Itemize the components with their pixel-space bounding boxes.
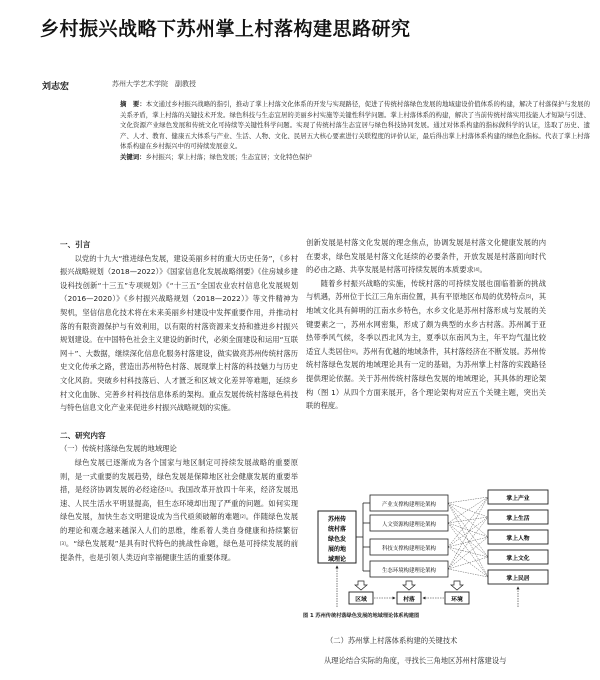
right-box-label: 掌上人物	[506, 536, 530, 542]
paragraph-text: 绿色发展已逐渐成为各个国家与地区制定可持续发展战略的重要原则，是一式重要的发展趋势，绿色发展是保障地区社会健康发展的重要举措，是经济协调发展的必经途径	[60, 457, 298, 495]
right-box-label: 掌上文化	[506, 556, 530, 562]
section-1-heading: 一、引言	[60, 240, 91, 249]
right-box-label: 掌上生活	[506, 516, 530, 522]
middle-box-label: 产业支撑构建理论架构	[382, 502, 436, 508]
bottom-box-label: 区域	[355, 597, 367, 603]
author-affiliation: 苏州大学艺术学院 副教授	[112, 80, 196, 88]
left-box-line: 绿色发	[327, 536, 347, 543]
author-name: 刘志宏	[42, 82, 70, 92]
right-box-label: 掌上民居	[506, 576, 530, 582]
left-box-line: 苏州传	[327, 516, 347, 523]
citation: [1]	[164, 487, 171, 493]
section-2-2-paragraph: 从理论结合实际的角度，寻找长三角地区苏州村落建设与	[324, 656, 507, 665]
paragraph-text: 创新发展是村落文化发展的理念焦点，协调发展是村落文化健康发展的内在要求，绿色发展是村落文化延续的必要条件，开放发展是村落面向时代的必由之路、共享发展是村落可持续发展的本质要求	[306, 238, 546, 275]
paragraph-text: 随着乡村振兴战略的实施，传统村落的可持续发展也面临着新的挑战与机遇，苏州位于长江三角东南位置，具有平原地区布局的优势特点	[306, 278, 546, 302]
figure-caption: 图 1 苏州传统村落绿色发展的地域理论体系构建图	[303, 613, 420, 619]
section-2-2-heading: （二）苏州掌上村落体系构建的关键技术	[326, 636, 458, 645]
paragraph-text: 。“绿色发展观”是具有时代特色的挑战性命题，绿色是可持续发展的前提条件，也是引领人类迈向幸福健康生活的重要体现。	[60, 539, 298, 563]
section-2-heading: 二、研究内容	[60, 430, 106, 440]
right-paragraph-1	[306, 236, 546, 277]
paragraph-text: ，其地域文化具有鲜明的江南水乡特色，水乡文化是苏州村落形成与发展的关键要素之一，苏州水网密集，形成了颇为典型的水乡古村落。苏州属于亚热带季风气候，冬季以西北风为主，夏季以东南风为主，年平均气温比较适宜人类居住	[306, 292, 547, 356]
paragraph-text: 。我国改革开放四十年来，经济发展迅速、人民生活水平明显提高，但生态环境却出现了严重的问题。如何实现绿色发展，加快生态文明建设成为当代亟须破解的难题	[60, 485, 298, 522]
down-arrow-icon	[355, 581, 463, 590]
paragraph-text: 。	[479, 265, 487, 275]
paper-title: 乡村振兴战略下苏州掌上村落构建思路研究	[40, 18, 411, 40]
middle-box-label: 人文资源构建理论架构	[382, 522, 436, 528]
abstract-block	[120, 99, 590, 162]
paragraph-text: 。伴随绿色发展的理论和观念越来越深入人们的思维，维系着人类自身健康和持续繁衍	[60, 512, 299, 535]
paragraph-text: 。苏州有优越的地域条件，其村落经济在不断发展。苏州传统村落绿色发展的地域理论具有一定的基础，为苏州掌上村落的实践路径提供理论依据。关于苏州传统村落绿色发展的地域理论，其具体的理论架构（图 1）从四个方面来展开，各个理论架构对应五个关键主题，突出关联的程度。	[306, 346, 546, 411]
middle-box-label: 科技支撑构建理论架构	[382, 546, 436, 552]
left-box-line: 域理论	[327, 556, 347, 563]
citation: [5]	[525, 294, 532, 300]
keywords-text: 乡村振兴；掌上村落；绿色发展；生态宜居；文化特色保护	[145, 152, 312, 161]
abstract-label: 摘 要：	[120, 100, 146, 108]
left-box-line: 展的地	[327, 546, 347, 553]
right-box-label: 掌上产业	[506, 496, 530, 502]
abstract-text: 本文通过乡村振兴战略的指引，推动了掌上村落文化体系的开发与实现路径，促进了传统村落绿色发展的地域建设价值体系的构建，解决了村落保护与发展的关系矛盾，掌上村落的关键技术开发。绿色科技与生态宜居的美丽乡村实施等关键性科学问题。掌上村落体系的构建，解决了当前传统村落实用技能人才短缺与引进、文化资源产业绿色发展和传统文化可持续等关键性科学问题。实现了传统村落生态宜居与绿色科技协同发展。通过对体系构建的指标做科学的认证，选取了历史、遗产、人才、教育、健康五大体系与产业、生活、人物、文化、民居五大核心要素进行关联程度的评价认证，最后得出掌上村落体系构建的绿色化指标。代表了掌上村落体系构建在乡村振兴中的可持续发展意义。	[120, 100, 591, 150]
bottom-box-label: 村落	[403, 597, 415, 603]
section-2-1-paragraph	[60, 456, 298, 565]
left-box-line: 统村落	[327, 526, 347, 533]
citation: [6]	[349, 348, 356, 354]
section-2-1-heading: （一）传统村落绿色发展的地域理论	[60, 444, 177, 454]
citation: [4]	[473, 267, 480, 273]
citation: [2]	[239, 514, 246, 520]
figure-1-diagram	[310, 489, 600, 607]
section-1-paragraph: 以党的十九大“推进绿色发展，建设美丽乡村的重大历史任务”，《乡村振兴战略规划（2018—2022）》《国家信息化发展战略纲要》《住房城乡建设科技创新“十三五”专项规划》《“十三五”全国农业农村信息化发展规划（2016—2020）》《乡村振兴战略规划（2018—2022）》等文件精神为契机，坚信信息化技术将在未来美丽乡村建设中发挥重要作用，并推动村落的有限资源保护与有效利用，以有限的村落资源来支持和推进乡村振兴规划建设。在中国特色社会主义建设的新时代，必须全面建设和运用“互联网＋”、大数据，继续深化信息化服务村落建设，做实做亮苏州传统村落历史文化传承之路，营造出苏州特色村落、展现掌上村落的科技魅力与历史文化风韵。突破乡村科技落后、人才匮乏和区域文化差异等难题，延续乡村文化血脉、完善乡村科技信息体系的架构。重点发展传统村落绿色科技与特色信息文化产业来促进乡村振兴战略规划的实施。	[60, 253, 298, 413]
left-column	[60, 238, 298, 565]
citation: [3]	[60, 541, 66, 547]
right-column	[306, 236, 546, 413]
right-paragraph-2	[306, 277, 546, 413]
keywords-label: 关键词：	[120, 152, 146, 161]
middle-box-label: 生态环境构建理论架构	[382, 568, 436, 574]
bottom-box-label: 环境	[451, 597, 463, 603]
